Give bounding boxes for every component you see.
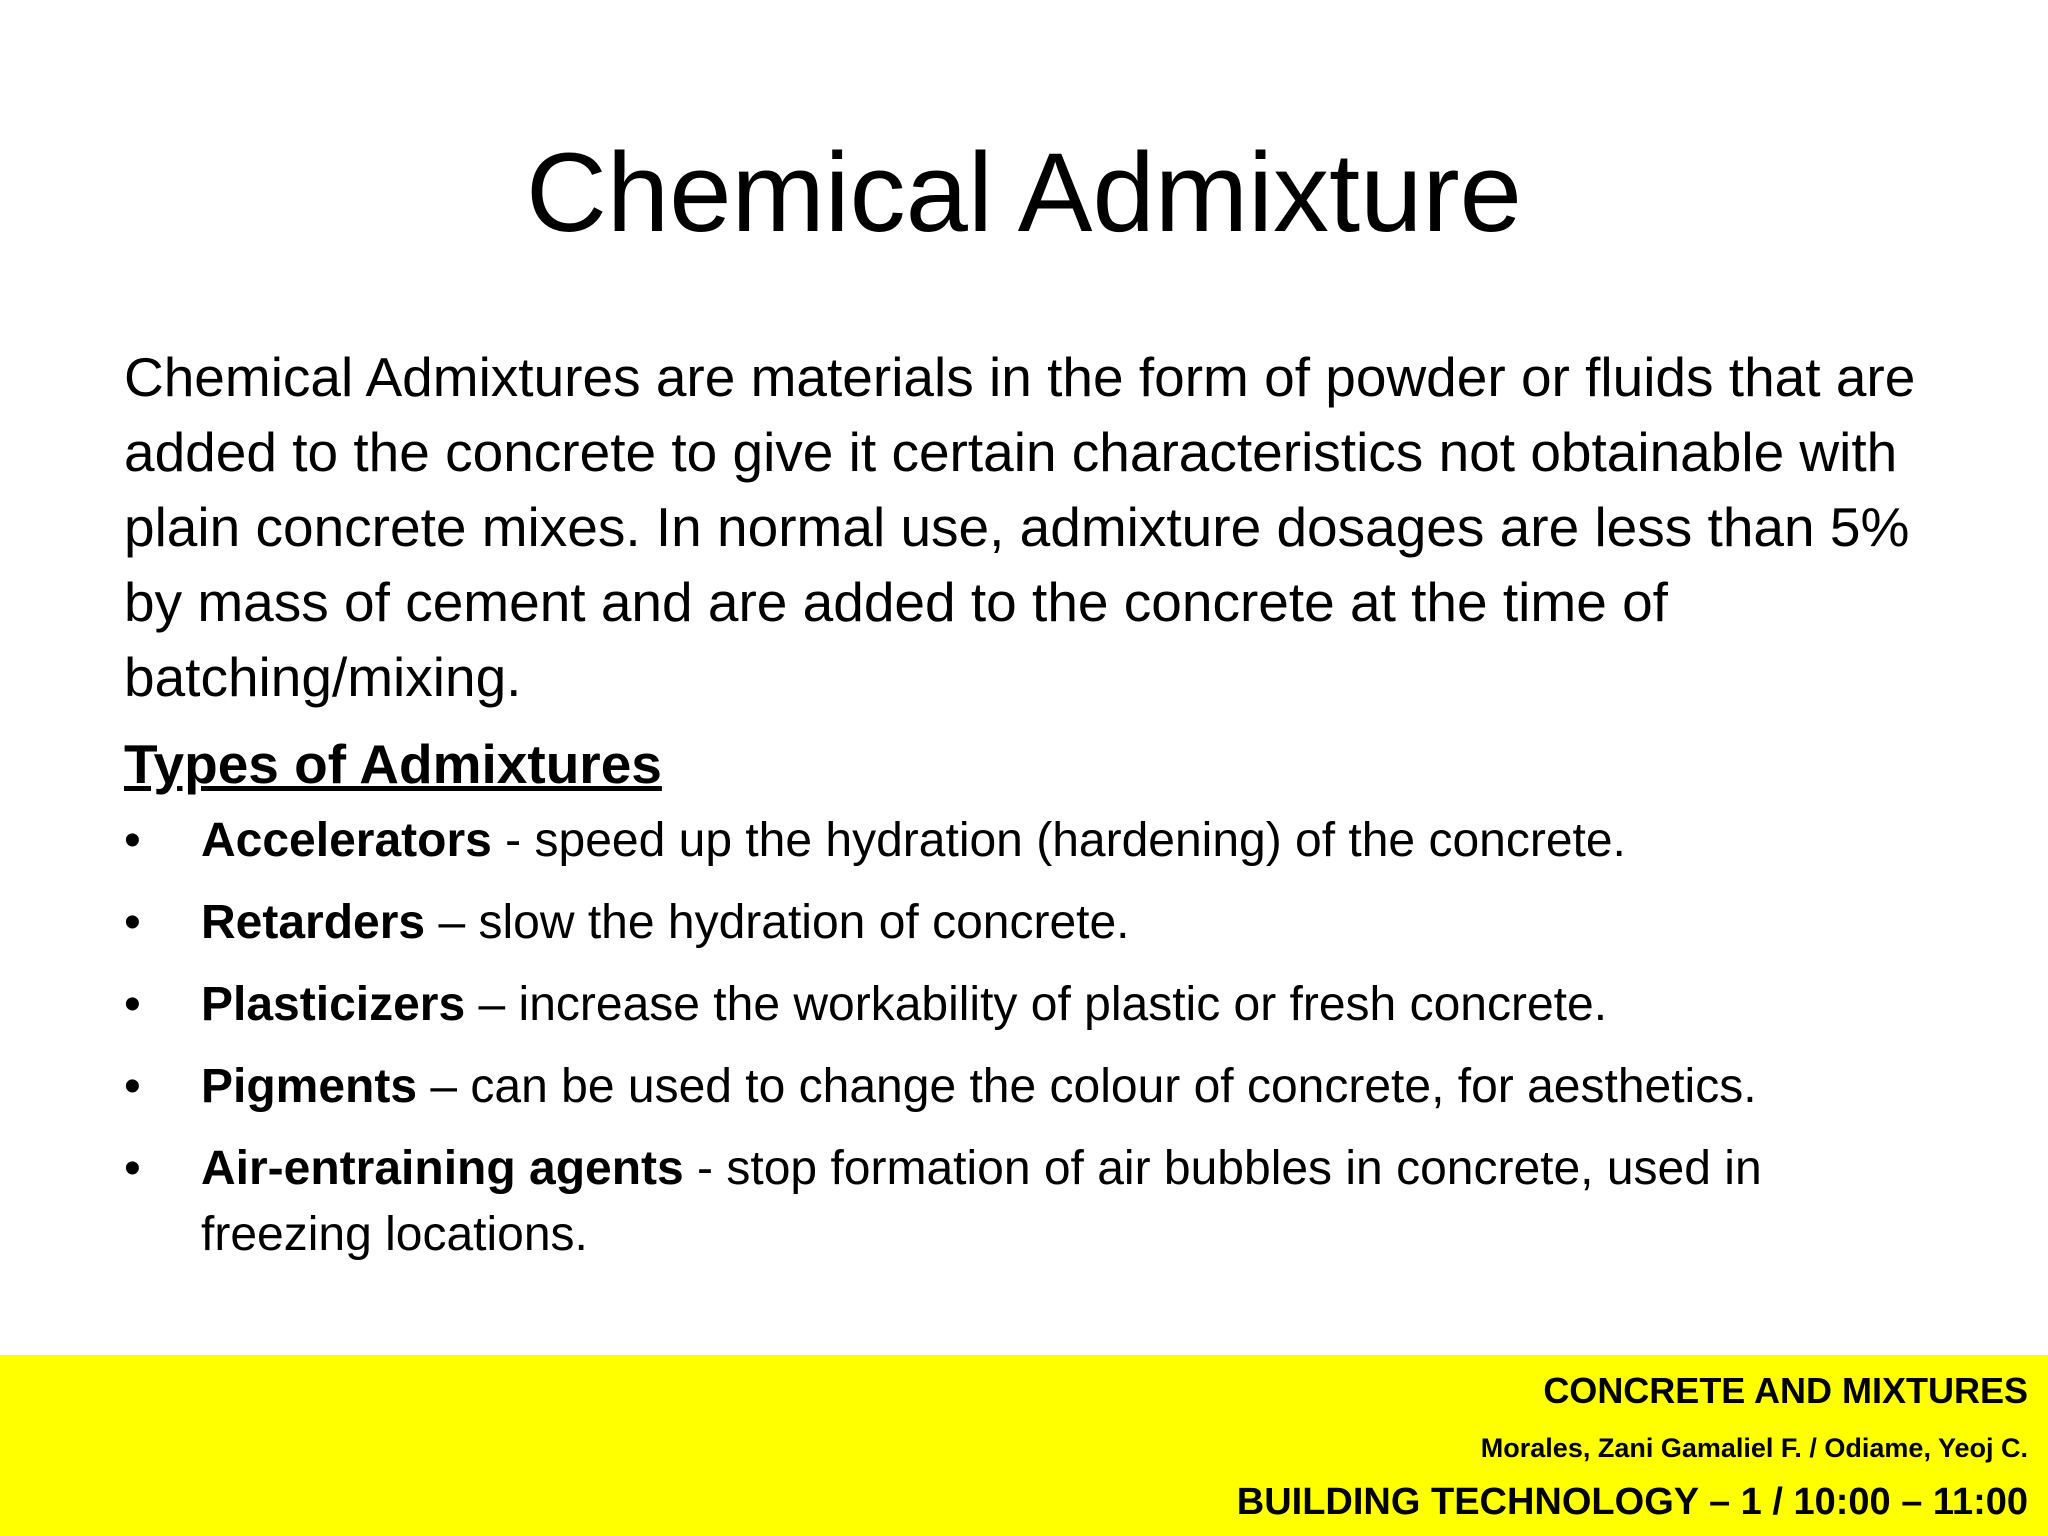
slide-content <box>124 340 1944 1284</box>
type-description: – slow the hydration of concrete. <box>425 896 1130 949</box>
type-term: Air-entraining agents <box>201 1142 684 1195</box>
type-description: - stop formation of air bubbles in concrete, used in freezing locations. <box>201 1142 1762 1261</box>
footer-bar <box>0 1355 2048 1536</box>
intro-paragraph: Chemical Admixtures are materials in the form of powder or fluids that are added to the concrete to give it certain characteristics not obtainable with plain concrete mixes. In normal use, admixture dosages are less than 5% by mass of cement and are added to the concrete at the time of batching/mixing. <box>124 346 1916 708</box>
bullet-icon: • <box>124 1142 141 1195</box>
type-description: – increase the workability of plastic or fresh concrete. <box>465 978 1608 1031</box>
list-item <box>124 972 1944 1038</box>
type-description: – can be used to change the colour of concrete, for aesthetics. <box>417 1060 1757 1113</box>
types-heading: Types of Admixtures <box>124 733 662 795</box>
footer-course: CONCRETE AND MIXTURES <box>1543 1370 2028 1411</box>
type-term: Pigments <box>201 1060 418 1113</box>
bullet-icon: • <box>124 978 141 1031</box>
bullet-icon: • <box>124 896 141 949</box>
list-item <box>124 808 1944 874</box>
type-description: - speed up the hydration (hardening) of the concrete. <box>491 814 1626 867</box>
footer-authors: Morales, Zani Gamaliel F. / Odiame, Yeoj C. <box>1480 1433 2028 1463</box>
list-item <box>124 1136 1944 1268</box>
types-list <box>124 808 1944 1268</box>
bullet-icon: • <box>124 814 141 867</box>
bullet-icon: • <box>124 1060 141 1113</box>
type-term: Plasticizers <box>201 978 466 1031</box>
type-term: Accelerators <box>201 814 492 867</box>
list-item <box>124 890 1944 956</box>
type-term: Retarders <box>201 896 426 949</box>
list-item <box>124 1054 1944 1120</box>
footer-subject: BUILDING TECHNOLOGY – 1 / 10:00 – 11:00 <box>1236 1481 2028 1523</box>
slide-title: Chemical Admixture <box>526 130 1522 255</box>
